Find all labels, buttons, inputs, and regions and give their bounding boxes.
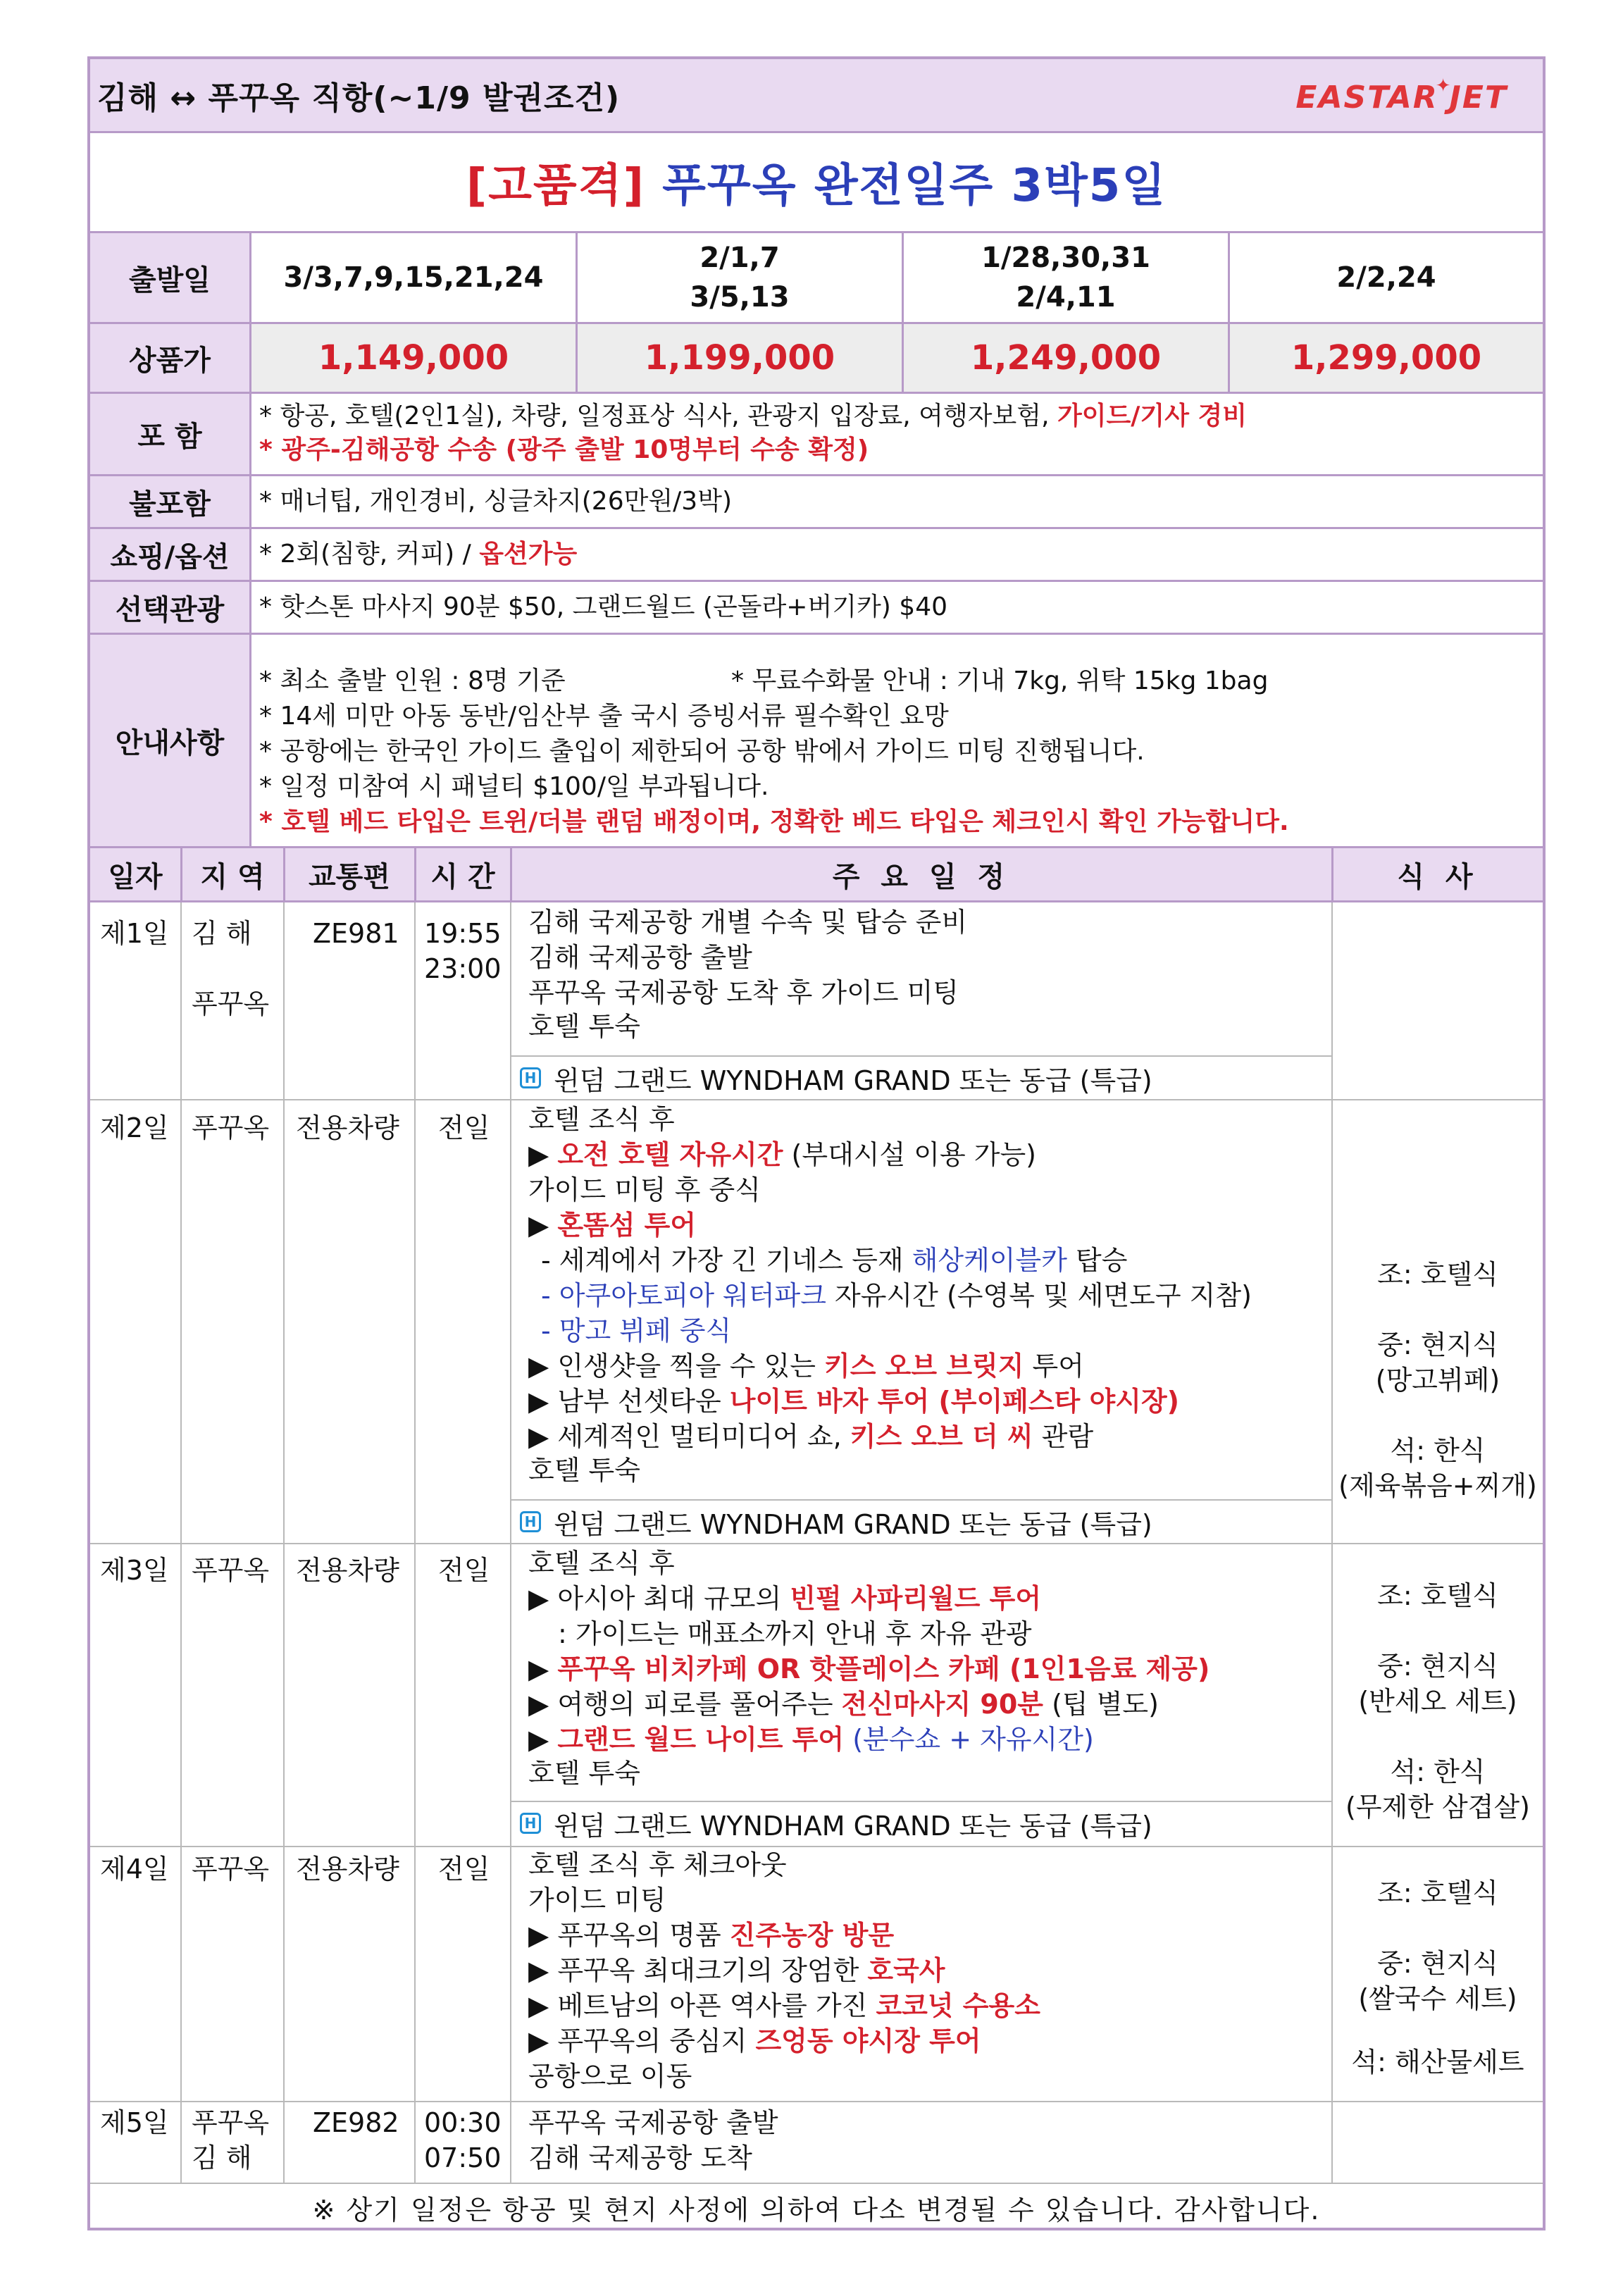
airline-logo: EASTAR ✦ JET (1295, 75, 1507, 116)
schedule-item: 푸꾸옥 국제공항 출발 (528, 2107, 778, 2138)
schedule-item: - 아쿠아토피아 워터파크 자유시간 (수영복 및 세면도구 지참) (541, 1280, 1252, 1311)
hotel-icon: H (520, 1813, 541, 1834)
schedule-item: 호텔 투숙 (528, 1758, 640, 1789)
schedule-item: ▶ 푸꾸옥 최대크기의 장엄한 호국사 (528, 1955, 945, 1986)
time: 19:55 (424, 918, 502, 949)
include-line-2: * 광주-김해공항 수송 (광주 출발 10명부터 수송 확정) (259, 435, 869, 464)
shopping-text: * 2회(침향, 커피) / 옵션가능 (259, 540, 578, 569)
col-meal: 식 사 (1397, 860, 1479, 893)
transport: 전용차량 (296, 1854, 399, 1885)
meal-breakfast: 조: 호텔식 (1377, 1878, 1498, 1909)
schedule-item: 호텔 투숙 (528, 1011, 640, 1042)
departure-dates: 3/3,7,9,15,21,24 (283, 261, 544, 294)
footer-note: ※ 상기 일정은 항공 및 현지 사정에 의하여 다소 변경될 수 있습니다. 감사합니다. (312, 2194, 1321, 2226)
schedule-item: : 가이드는 매표소까지 안내 후 자유 관광 (558, 1618, 1032, 1649)
schedule-item: ▶ 세계적인 멀티미디어 쇼, 키스 오브 더 씨 관람 (528, 1421, 1094, 1452)
departure-dates: 2/2,24 (1336, 261, 1436, 294)
price-value: 1,299,000 (1230, 324, 1543, 392)
region: 푸꾸옥 (192, 1854, 270, 1885)
optional-tour-text: * 핫스톤 마사지 90분 $50, 그랜드월드 (곤돌라+버기카) $40 (259, 592, 948, 621)
notice-line-4: * 일정 미참여 시 패널티 $100/일 부과됩니다. (259, 772, 769, 801)
schedule-item: ▶ 푸꾸옥의 중심지 즈엉동 야시장 투어 (528, 2025, 981, 2056)
time: 전일 (438, 1112, 490, 1143)
product-title: [고품격] 푸꾸옥 완전일주 3박5일 (466, 160, 1167, 212)
route-title: 김해 ↔ 푸꾸옥 직항(~1/9 발권조건) (97, 80, 621, 116)
meal-lunch-detail: (망고뷔페) (1375, 1365, 1500, 1396)
schedule-item: 호텔 조식 후 (528, 1548, 675, 1579)
schedule-item: 김해 국제공항 출발 (528, 942, 752, 973)
include-line-1: * 항공, 호텔(2인1실), 차량, 일정표상 식사, 관광지 입장료, 여행자보험, 가이드/기사 경비 (259, 402, 1248, 430)
schedule-item: ▶ 오전 호텔 자유시간 (부대시설 이용 가능) (528, 1139, 1037, 1170)
schedule-item: 호텔 조식 후 체크아웃 (528, 1849, 787, 1880)
meal-lunch: 중: 현지식 (1377, 1948, 1498, 1979)
exclude-text: * 매너팁, 개인경비, 싱글차지(26만원/3박) (259, 487, 733, 516)
col-time: 시 간 (430, 860, 495, 893)
notice-line-1b: * 무료수화물 안내 : 기내 7kg, 위탁 15kg 1bag (731, 666, 1269, 695)
schedule-item: 가이드 미팅 후 중식 (528, 1174, 761, 1205)
region: 푸꾸옥 (192, 988, 270, 1019)
day-label: 제5일 (100, 2107, 169, 2138)
col-transport: 교통편 (309, 860, 390, 893)
meal-breakfast: 조: 호텔식 (1377, 1580, 1498, 1611)
schedule-item: ▶ 혼똠섬 투어 (528, 1210, 697, 1241)
hotel-row: H 윈덤 그랜드 WYNDHAM GRAND 또는 동급 (특급) (511, 1499, 1331, 1543)
day-label: 제3일 (100, 1555, 169, 1586)
optional-tour-label: 선택관광 (90, 582, 249, 633)
hotel-row: H 윈덤 그랜드 WYNDHAM GRAND 또는 동급 (특급) (511, 1055, 1331, 1099)
transport: 전용차량 (296, 1555, 399, 1586)
meal-lunch-detail: (쌀국수 세트) (1358, 1983, 1517, 2014)
time: 00:30 (424, 2107, 502, 2138)
schedule-item: ▶ 인생샷을 찍을 수 있는 키스 오브 브릿지 투어 (528, 1351, 1084, 1382)
schedule-item: 가이드 미팅 (528, 1885, 666, 1916)
price-label: 상품가 (90, 324, 249, 392)
time: 전일 (438, 1854, 490, 1885)
schedule-item: - 세계에서 가장 긴 기네스 등재 해상케이블카 탑승 (541, 1245, 1128, 1276)
meal-lunch: 중: 현지식 (1377, 1651, 1498, 1682)
meal-breakfast: 조: 호텔식 (1377, 1259, 1498, 1290)
notice-label: 안내사항 (90, 635, 249, 846)
exclude-label: 불포함 (90, 476, 249, 527)
time: 23:00 (424, 953, 502, 984)
include-label: 포 함 (90, 394, 249, 474)
itinerary-sheet (87, 56, 1546, 2230)
header-bar (90, 59, 1543, 131)
meal-dinner-detail: (제육볶음+찌개) (1338, 1470, 1537, 1501)
schedule-item: ▶ 푸꾸옥 비치카페 OR 핫플레이스 카페 (1인1음료 제공) (528, 1653, 1210, 1684)
meal-dinner: 석: 한식 (1390, 1435, 1486, 1466)
schedule-item: ▶ 여행의 피로를 풀어주는 전신마사지 90분 (팁 별도) (528, 1689, 1159, 1720)
meal-dinner: 석: 해산물세트 (1351, 2047, 1524, 2078)
region: 푸꾸옥 (192, 1112, 270, 1143)
shopping-label: 쇼핑/옵션 (90, 529, 249, 580)
col-region: 지 역 (200, 860, 265, 893)
region: 푸꾸옥 (192, 2107, 270, 2138)
schedule-item: 공항으로 이동 (528, 2061, 692, 2092)
departure-dates: 2/1,7 3/5,13 (690, 242, 790, 314)
hotel-icon: H (520, 1067, 541, 1088)
schedule-item: ▶ 푸꾸옥의 명품 진주농장 방문 (528, 1920, 895, 1951)
hotel-row: H 윈덤 그랜드 WYNDHAM GRAND 또는 동급 (특급) (511, 1801, 1331, 1844)
notice-line-1: * 최소 출발 인원 : 8명 기준 (259, 666, 566, 695)
departure-label: 출발일 (90, 233, 249, 322)
star-icon: ✦ (1435, 75, 1453, 97)
schedule-item: 푸꾸옥 국제공항 도착 후 가이드 미팅 (528, 977, 959, 1008)
schedule-item: 호텔 조식 후 (528, 1104, 675, 1135)
meal-lunch: 중: 현지식 (1377, 1329, 1498, 1360)
meal-dinner-detail: (무제한 삼겹살) (1345, 1792, 1530, 1823)
col-day: 일자 (108, 860, 163, 893)
schedule-item: - 망고 뷔페 중식 (541, 1315, 732, 1346)
region: 김 해 (192, 2142, 252, 2173)
price-value: 1,199,000 (578, 324, 902, 392)
day-label: 제4일 (100, 1854, 169, 1885)
hotel-icon: H (520, 1511, 541, 1532)
day-label: 제2일 (100, 1112, 169, 1143)
schedule-item: 호텔 투숙 (528, 1455, 640, 1486)
schedule-item: ▶ 남부 선셋타운 나이트 바자 투어 (부이페스타 야시장) (528, 1386, 1180, 1417)
time: 07:50 (424, 2142, 502, 2173)
meal-dinner: 석: 한식 (1390, 1756, 1486, 1787)
notice-line-3: * 공항에는 한국인 가이드 출입이 제한되어 공항 밖에서 가이드 미팅 진행됩니다. (259, 737, 1145, 766)
price-value: 1,249,000 (904, 324, 1228, 392)
notice-line-2: * 14세 미만 아동 동반/임산부 출 국시 증빙서류 필수확인 요망 (259, 702, 949, 731)
notice-line-5: * 호텔 베드 타입은 트윈/더블 랜덤 배정이며, 정확한 베드 타입은 체크인시 확인 가능합니다. (259, 807, 1289, 836)
schedule-item: 김해 국제공항 개별 수속 및 탑승 준비 (528, 907, 968, 938)
schedule-item: 김해 국제공항 도착 (528, 2142, 752, 2173)
region: 푸꾸옥 (192, 1555, 270, 1586)
transport: 전용차량 (296, 1112, 399, 1143)
col-schedule: 주 요 일 정 (832, 860, 1011, 893)
meal-lunch-detail: (반세오 세트) (1358, 1686, 1517, 1717)
time: 전일 (438, 1555, 490, 1586)
flight-number: ZE982 (313, 2107, 399, 2138)
schedule-item: ▶ 베트남의 아픈 역사를 가진 코코넛 수용소 (528, 1990, 1040, 2021)
departure-dates: 1/28,30,31 2/4,11 (981, 242, 1150, 314)
region: 김 해 (192, 918, 252, 949)
flight-number: ZE981 (313, 918, 399, 949)
schedule-item: ▶ 그랜드 월드 나이트 투어 (분수쇼 + 자유시간) (528, 1724, 1094, 1755)
price-value: 1,149,000 (251, 324, 576, 392)
day-label: 제1일 (100, 918, 169, 949)
schedule-item: ▶ 아시아 최대 규모의 빈펄 사파리월드 투어 (528, 1583, 1042, 1614)
